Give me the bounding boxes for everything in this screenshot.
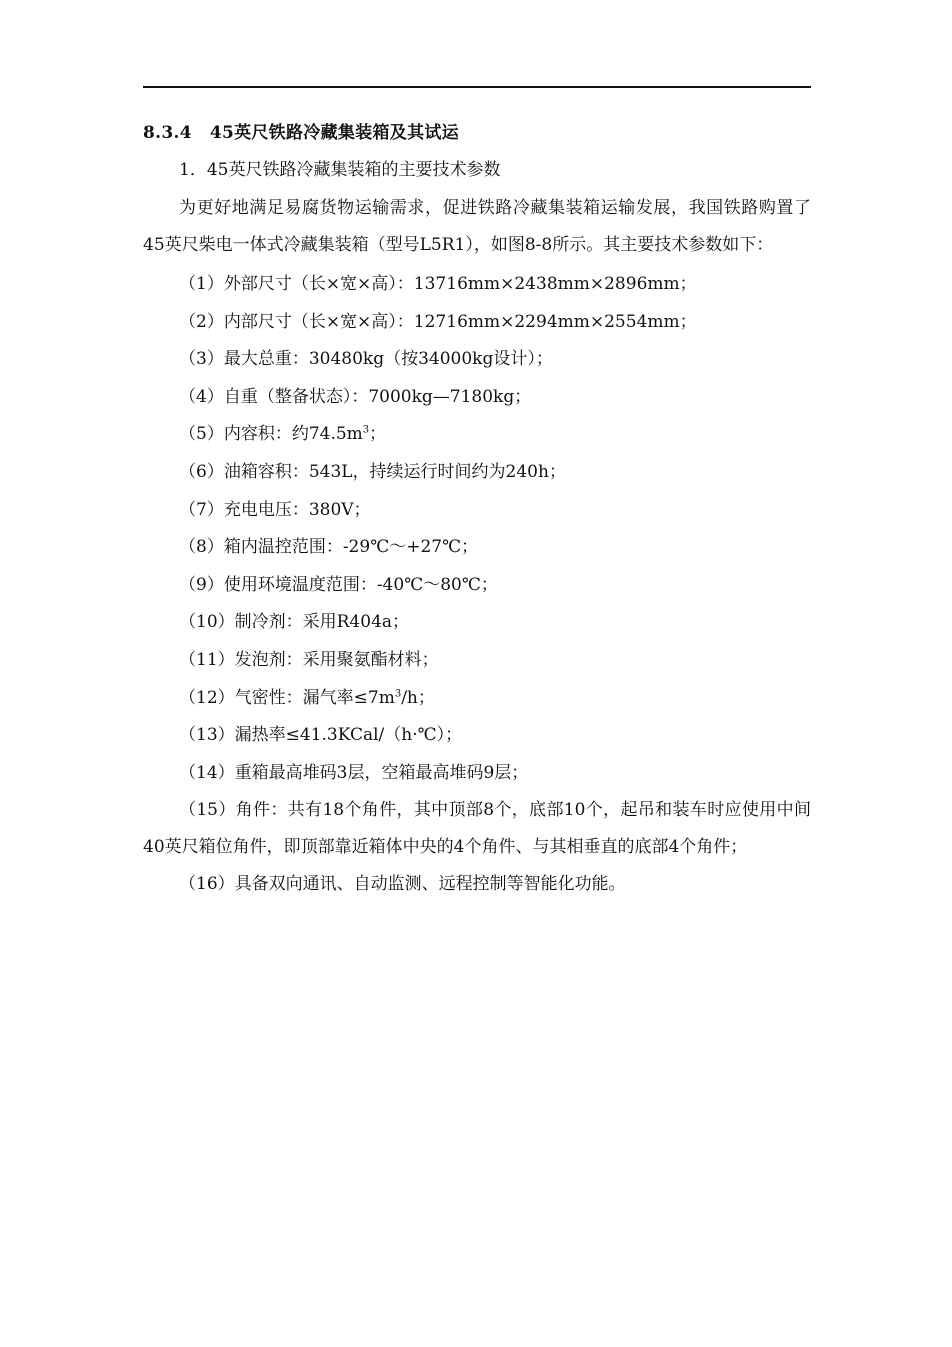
spec-item-15: （15）角件：共有18个角件，其中顶部8个，底部10个，起吊和装车时应使用中间40英尺箱位角件，即顶部靠近箱体中央的4个角件、与其相垂直的底部4个角件；: [143, 800, 811, 858]
spec-item-13: （13）漏热率≤41.3KCal/（h·℃）；: [179, 725, 463, 746]
section-heading: [143, 118, 811, 148]
spec-item-1: （1）外部尺寸（长×宽×高）：13716mm×2438mm×2896mm；: [179, 274, 697, 294]
spec-list: [143, 266, 811, 904]
superscript: 3: [362, 424, 370, 436]
document-body: [143, 118, 811, 904]
spec-item-6: （6）油箱容积：543L，持续运行时间约为240h；: [179, 461, 566, 482]
spec-item-16: （16）具备双向通讯、自动监测、远程控制等智能化功能。: [179, 874, 626, 895]
spec-item-4: （4）自重（整备状态）：7000kg—7180kg；: [179, 386, 532, 407]
spec-item-9: （9）使用环境温度范围：-40℃～80℃；: [179, 574, 498, 595]
spec-item-11: （11）发泡剂：采用聚氨酯材料；: [179, 649, 439, 670]
superscript: 3: [394, 687, 402, 699]
spec-item-14: （14）重箱最高堆码3层，空箱最高堆码9层；: [179, 762, 529, 783]
section-number: 8.3.4: [143, 123, 192, 143]
spec-item-8: （8）箱内温控范围：-29℃～+27℃；: [179, 537, 479, 558]
spec-item-7: （7）充电电压：380V；: [179, 499, 371, 520]
spec-item-3: （3）最大总重：30480kg（按34000kg设计）；: [179, 349, 553, 370]
spec-item-5: （5）内容积：约$74.5m^3$；: [179, 424, 387, 445]
spec-item-12: （12）气密性：漏气率$\le 7m^3/h$；: [179, 687, 435, 708]
header-rule: [143, 86, 811, 88]
section-title: 45英尺铁路冷藏集装箱及其试运: [209, 123, 459, 143]
spec-item-2: （2）内部尺寸（长×宽×高）：12716mm×2294mm×2554mm；: [179, 311, 697, 332]
intro-paragraph: 为更好地满足易腐货物运输需求，促进铁路冷藏集装箱运输发展，我国铁路购置了45英尺柴电一体式冷藏集装箱（型号L5R1），如图8-8所示。其主要技术参数如下：: [143, 198, 811, 255]
spec-item-10: （10）制冷剂：采用R404a；: [179, 612, 410, 633]
subsection-heading: 1．45英尺铁路冷藏集装箱的主要技术参数: [179, 160, 501, 180]
